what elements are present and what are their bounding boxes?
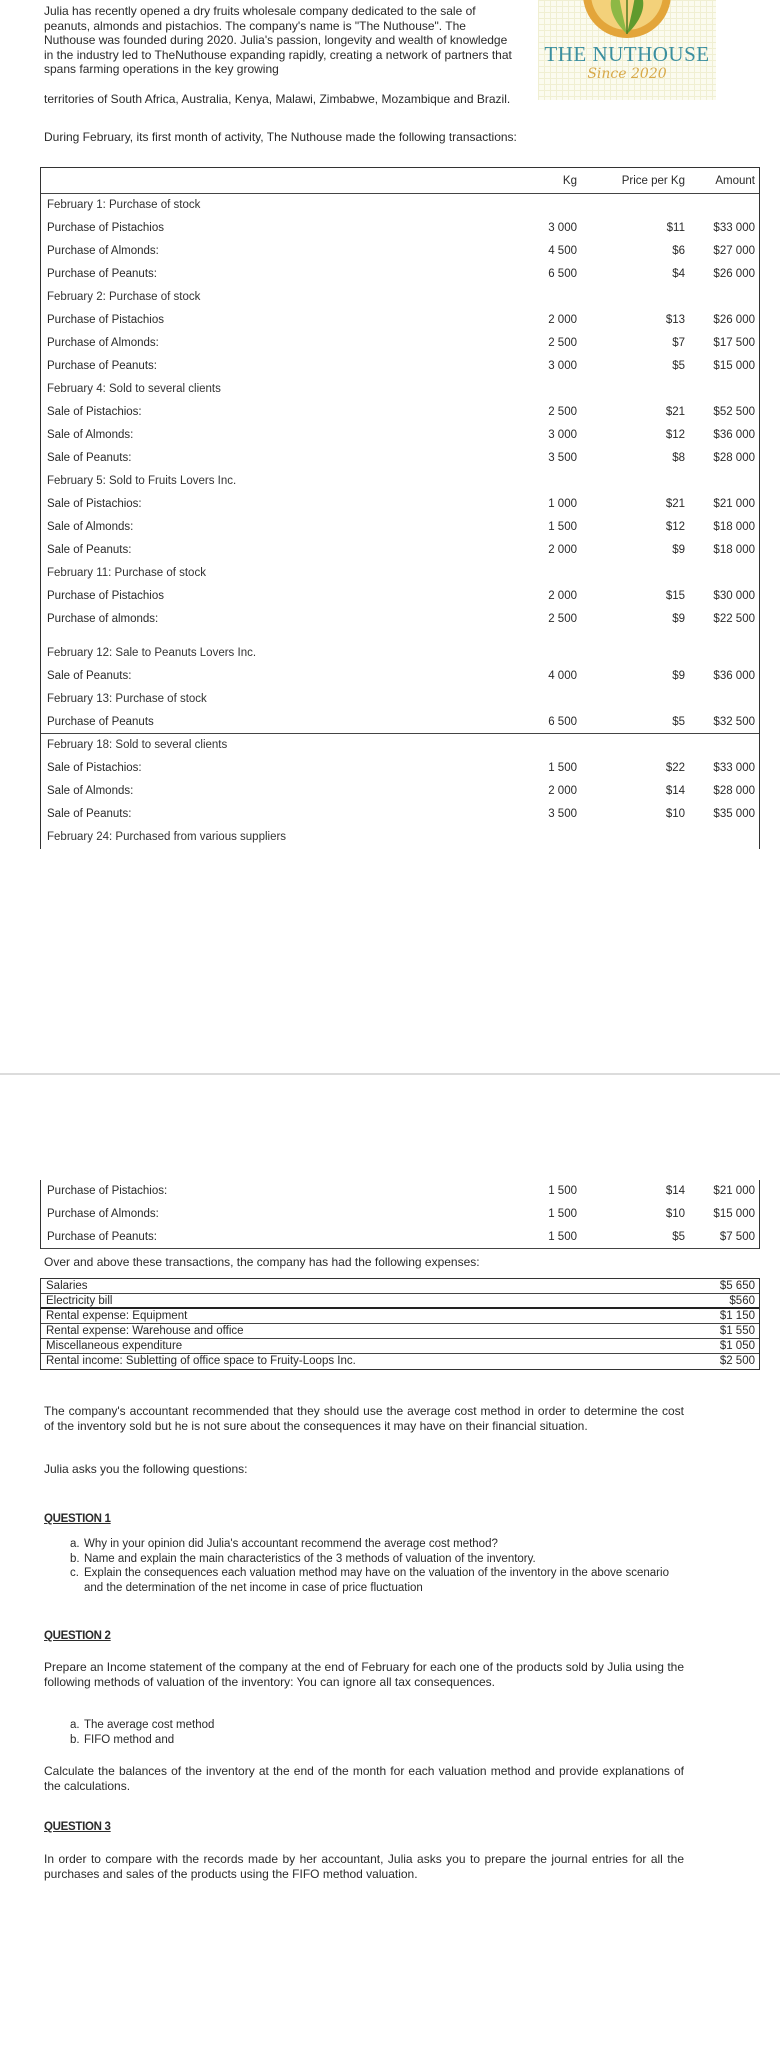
logo-since: Since 2020 — [587, 66, 667, 82]
row-price: $5 — [672, 360, 685, 372]
expenses-table — [40, 1278, 760, 1370]
row-amount: $52 500 — [713, 406, 755, 418]
row-label: Sale of Pistachios: — [47, 406, 142, 418]
row-amount: $17 500 — [713, 337, 755, 349]
row-kg: 1 500 — [548, 762, 577, 774]
table-row — [41, 309, 759, 332]
intro-paragraph-tail: territories of South Africa, Australia, Kenya, Malawi, Zimbabwe, Mozambique and Brazil. — [44, 92, 511, 106]
list-marker: c. — [70, 1567, 79, 1579]
transactions-table-continued — [40, 1180, 760, 1249]
section-heading — [41, 826, 759, 849]
row-price: $6 — [672, 245, 685, 257]
row-amount: $22 500 — [713, 613, 755, 625]
row-amount: $36 000 — [713, 670, 755, 682]
table-row — [41, 424, 759, 447]
table-row — [41, 401, 759, 424]
row-label: Sale of Pistachios: — [47, 498, 142, 510]
row-price: $8 — [672, 452, 685, 464]
row-price: $21 — [665, 406, 685, 418]
table-row — [41, 780, 759, 803]
table-row — [41, 585, 759, 608]
row-price: $9 — [672, 544, 685, 556]
row-amount: $15 000 — [713, 360, 755, 372]
page-divider — [0, 1073, 780, 1075]
row-kg: 6 500 — [548, 716, 577, 728]
row-price: $10 — [665, 808, 685, 820]
table-row — [41, 608, 759, 631]
row-label: Purchase of Pistachios — [47, 590, 164, 602]
table-row — [41, 332, 759, 355]
row-label: Sale of Peanuts: — [47, 808, 132, 820]
expense-value: $1 550 — [719, 1325, 755, 1337]
expense-label: Electricity bill — [46, 1295, 113, 1307]
table-row — [41, 355, 759, 378]
expense-row — [41, 1279, 759, 1294]
list-marker: b. — [70, 1733, 80, 1746]
row-label: Sale of Almonds: — [47, 429, 134, 441]
list-text: The average cost method — [84, 1719, 215, 1731]
table-row — [41, 263, 759, 286]
question-1-list — [70, 1537, 670, 1595]
row-kg: 4 000 — [548, 670, 577, 682]
row-amount: $30 000 — [713, 590, 755, 602]
row-label: Purchase of Peanuts: — [47, 360, 157, 372]
expenses-intro: Over and above these transactions, the company has had the following expenses: — [44, 1255, 480, 1269]
row-label: Purchase of Pistachios: — [47, 1185, 168, 1197]
section-heading — [41, 194, 759, 217]
section-heading — [41, 642, 759, 665]
row-price: $11 — [666, 222, 685, 234]
expense-label: Rental income: Subletting of office space to Fruity-Loops Inc. — [46, 1355, 356, 1367]
table-row — [41, 711, 759, 734]
section-heading — [41, 562, 759, 585]
row-price: $9 — [672, 613, 685, 625]
expense-row — [41, 1354, 759, 1369]
row-amount: $18 000 — [713, 521, 755, 533]
table-row — [41, 1180, 759, 1203]
row-amount: $28 000 — [713, 452, 755, 464]
row-price: $12 — [665, 521, 685, 533]
question-1-title: QUESTION 1 — [44, 1513, 111, 1525]
row-kg: 2 000 — [548, 314, 577, 326]
table-header — [41, 168, 759, 194]
list-marker: a. — [70, 1719, 80, 1731]
list-item — [70, 1552, 670, 1567]
row-kg: 3 000 — [548, 360, 577, 372]
row-label: Purchase of Almonds: — [47, 337, 159, 349]
accountant-paragraph: The company's accountant recommended that they should use the average cost method in order to determine the cost of the inventory sold but he is not sure about the consequences it may have on their financial situation. — [44, 1404, 684, 1433]
list-text: FIFO method and — [84, 1733, 175, 1746]
section-heading — [41, 378, 759, 401]
nuthouse-logo — [538, 0, 716, 100]
row-label: February 1: Purchase of stock — [47, 199, 201, 211]
header-kg: Kg — [562, 175, 577, 187]
row-label: Purchase of Almonds: — [47, 1208, 159, 1220]
row-kg: 1 500 — [548, 1185, 577, 1197]
list-item — [70, 1537, 670, 1552]
section-heading — [41, 470, 759, 493]
row-price: $13 — [665, 314, 685, 326]
table-row — [41, 516, 759, 539]
row-label: February 13: Purchase of stock — [47, 693, 207, 705]
question-2-outro: Calculate the balances of the inventory at the end of the month for each valuation method and provide explanations of the calculations. — [44, 1764, 684, 1793]
row-price: $14 — [665, 1185, 685, 1197]
row-kg: 3 500 — [548, 452, 577, 464]
row-price: $10 — [665, 1208, 685, 1220]
section-heading — [41, 286, 759, 309]
row-price: $4 — [672, 268, 685, 280]
row-amount: $15 000 — [713, 1208, 755, 1220]
expense-row — [41, 1324, 759, 1339]
logo-name: THE NUTHOUSE — [544, 42, 710, 66]
row-kg: 1 500 — [548, 521, 577, 533]
row-kg: 1 500 — [548, 1231, 577, 1243]
row-kg: 2 500 — [548, 406, 577, 418]
table-row — [41, 217, 759, 240]
list-marker: b. — [70, 1552, 80, 1565]
table-row — [41, 493, 759, 516]
row-label: February 4: Sold to several clients — [47, 383, 221, 395]
row-amount: $7 500 — [719, 1231, 755, 1243]
row-kg: 1 000 — [548, 498, 577, 510]
expense-row — [41, 1294, 759, 1309]
row-label: February 18: Sold to several clients — [47, 739, 228, 751]
table-row — [41, 1203, 759, 1226]
table-row — [41, 539, 759, 562]
list-item — [70, 1566, 670, 1595]
expense-row — [41, 1309, 759, 1324]
table-row — [41, 803, 759, 826]
row-amount: $33 000 — [713, 222, 755, 234]
section-heading — [41, 688, 759, 711]
row-label: Sale of Peanuts: — [47, 544, 132, 556]
expense-label: Miscellaneous expenditure — [46, 1340, 183, 1352]
row-kg: 2 000 — [548, 590, 577, 602]
row-kg: 3 000 — [548, 222, 577, 234]
expense-label: Salaries — [46, 1280, 88, 1292]
expense-value: $560 — [729, 1295, 755, 1307]
question-3-text: In order to compare with the records made by her accountant, Julia asks you to prepare the journal entries for all the purchases and sales of the products using the FIFO method valuation. — [44, 1852, 684, 1881]
transactions-table — [40, 167, 760, 849]
expense-value: $1 050 — [719, 1340, 755, 1352]
row-amount: $32 500 — [713, 716, 755, 728]
expense-row — [41, 1339, 759, 1354]
list-marker: a. — [70, 1538, 80, 1550]
row-label: February 5: Sold to Fruits Lovers Inc. — [47, 475, 237, 487]
row-label: Purchase of Peanuts: — [47, 268, 157, 280]
transactions-intro: During February, its first month of activity, The Nuthouse made the following transactions: — [44, 130, 517, 144]
list-item — [70, 1733, 670, 1748]
row-label: Purchase of Pistachios — [47, 314, 164, 326]
row-label: Sale of Almonds: — [47, 785, 134, 797]
expense-value: $5 650 — [719, 1280, 755, 1292]
nut-leaf-icon — [566, 0, 688, 42]
row-kg: 3 000 — [548, 429, 577, 441]
asks-paragraph: Julia asks you the following questions: — [44, 1462, 248, 1476]
row-price: $15 — [665, 590, 685, 602]
intro-paragraph: Julia has recently opened a dry fruits wholesale company dedicated to the sale of peanuts, almonds and pistachios. The company's name is "The Nuthouse". The Nuthouse was founded during 2020. Julia's passion, longevity and wealth of knowledge in the industry led to TheNuthouse expanding rapidly, creating a network of partners that spans farming operations in the key growing — [44, 4, 512, 76]
row-amount: $36 000 — [713, 429, 755, 441]
row-kg: 2 000 — [548, 544, 577, 556]
row-kg: 2 500 — [548, 337, 577, 349]
expense-value: $2 500 — [719, 1355, 755, 1367]
row-amount: $21 000 — [713, 498, 755, 510]
section-heading — [41, 734, 759, 757]
row-kg: 2 500 — [548, 613, 577, 625]
table-row — [41, 665, 759, 688]
row-label: February 24: Purchased from various suppliers — [47, 831, 287, 843]
list-text: Explain the consequences each valuation method may have on the valuation of the inventory in the above scenario and the determination of the net income in case of price fluctuation — [84, 1567, 669, 1594]
expense-label: Rental expense: Equipment — [46, 1310, 188, 1322]
row-kg: 4 500 — [548, 245, 577, 257]
question-3-title: QUESTION 3 — [44, 1821, 111, 1833]
question-2-list — [70, 1718, 670, 1747]
row-price: $22 — [665, 762, 685, 774]
row-amount: $35 000 — [713, 808, 755, 820]
row-label: Purchase of Pistachios — [47, 222, 164, 234]
row-label: Sale of Peanuts: — [47, 670, 132, 682]
question-2-title: QUESTION 2 — [44, 1630, 111, 1642]
list-text: Name and explain the main characteristics of the 3 methods of valuation of the inventory. — [84, 1552, 536, 1565]
row-price: $14 — [665, 785, 685, 797]
row-label: Purchase of Almonds: — [47, 245, 159, 257]
list-text: Why in your opinion did Julia's accountant recommend the average cost method? — [84, 1538, 498, 1550]
list-item — [70, 1718, 670, 1733]
row-label: Sale of Peanuts: — [47, 452, 132, 464]
header-amount: Amount — [715, 175, 755, 187]
row-label: Sale of Pistachios: — [47, 762, 142, 774]
row-kg: 3 500 — [548, 808, 577, 820]
row-label: February 2: Purchase of stock — [47, 291, 201, 303]
row-amount: $26 000 — [713, 268, 755, 280]
row-label: Purchase of almonds: — [47, 613, 159, 625]
row-amount: $18 000 — [713, 544, 755, 556]
expense-label: Rental expense: Warehouse and office — [46, 1325, 244, 1337]
table-row — [41, 757, 759, 780]
row-amount: $26 000 — [713, 314, 755, 326]
row-label: Purchase of Peanuts: — [47, 1231, 157, 1243]
row-amount: $21 000 — [713, 1185, 755, 1197]
row-amount: $27 000 — [713, 245, 755, 257]
table-row — [41, 240, 759, 263]
table-row — [41, 447, 759, 470]
row-amount: $33 000 — [713, 762, 755, 774]
row-price: $5 — [672, 716, 685, 728]
row-label: February 11: Purchase of stock — [47, 567, 206, 579]
row-price: $7 — [672, 337, 685, 349]
row-price: $21 — [665, 498, 685, 510]
row-kg: 2 000 — [548, 785, 577, 797]
row-price: $9 — [672, 670, 685, 682]
row-label: February 12: Sale to Peanuts Lovers Inc. — [47, 647, 257, 659]
row-label: Sale of Almonds: — [47, 521, 134, 533]
row-kg: 6 500 — [548, 268, 577, 280]
row-kg: 1 500 — [548, 1208, 577, 1220]
row-price: $5 — [672, 1231, 685, 1243]
row-amount: $28 000 — [713, 785, 755, 797]
row-label: Purchase of Peanuts — [47, 716, 154, 728]
table-row — [41, 1226, 759, 1249]
row-price: $12 — [665, 429, 685, 441]
header-price: Price per Kg — [621, 175, 685, 187]
expense-value: $1 150 — [719, 1310, 755, 1322]
question-2-intro: Prepare an Income statement of the company at the end of February for each one of the products sold by Julia using the following methods of valuation of the inventory: You can ignore all tax consequences. — [44, 1660, 684, 1689]
